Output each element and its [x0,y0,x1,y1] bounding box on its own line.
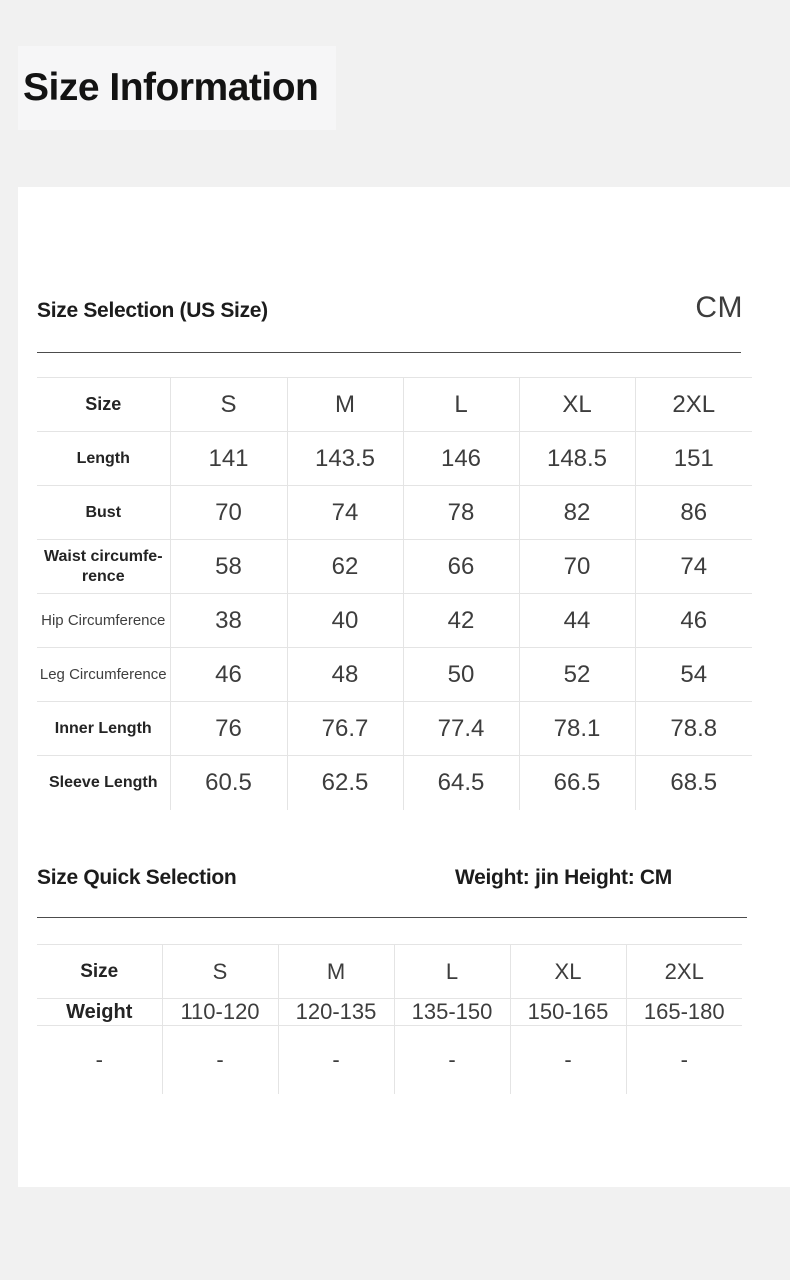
table-row [37,648,752,702]
size-selection-table [37,377,752,810]
column-header: S [170,378,287,432]
row-label: - [37,1026,162,1094]
page-title: Size Information [23,66,319,109]
size-table [37,944,742,1094]
cell-value: 150-165 [510,999,626,1026]
header-label: Size [37,945,162,999]
cell-value: - [626,1026,742,1094]
cell-value: 58 [170,540,287,594]
cell-value: 82 [519,486,635,540]
column-header: L [403,378,519,432]
table-header-row [37,945,742,999]
row-label: Length [37,432,170,486]
size-info-card [18,187,790,1187]
cell-value: 70 [170,486,287,540]
cell-value: 74 [287,486,403,540]
cell-value: 77.4 [403,702,519,756]
column-header: M [287,378,403,432]
table-row [37,486,752,540]
cell-value: 54 [635,648,752,702]
section2-heading: Size Quick Selection [37,866,237,889]
cell-value: 120-135 [278,999,394,1026]
column-header: XL [510,945,626,999]
cell-value: 68.5 [635,756,752,810]
section2-divider [37,917,747,918]
cell-value: 76 [170,702,287,756]
cell-value: 146 [403,432,519,486]
table-header-row [37,378,752,432]
column-header: L [394,945,510,999]
row-label: Sleeve Length [37,756,170,810]
section1-divider [37,352,741,353]
row-label: Leg Circumference [37,648,170,702]
cell-value: 66 [403,540,519,594]
cell-value: - [510,1026,626,1094]
cell-value: - [278,1026,394,1094]
cell-value: 148.5 [519,432,635,486]
cell-value: 76.7 [287,702,403,756]
cell-value: 110-120 [162,999,278,1026]
size-table [37,377,752,810]
cell-value: 78.1 [519,702,635,756]
cell-value: 151 [635,432,752,486]
row-label: Waist circumfe-rence [37,540,170,594]
column-header: XL [519,378,635,432]
table-row [37,1026,742,1094]
cell-value: 38 [170,594,287,648]
column-header: S [162,945,278,999]
cell-value: 64.5 [403,756,519,810]
cell-value: 135-150 [394,999,510,1026]
cell-value: 165-180 [626,999,742,1026]
cell-value: 66.5 [519,756,635,810]
cell-value: 46 [170,648,287,702]
cell-value: 60.5 [170,756,287,810]
cell-value: 141 [170,432,287,486]
row-label: Weight [37,999,162,1026]
cell-value: 78 [403,486,519,540]
section1-unit-label: CM [695,291,743,324]
cell-value: 70 [519,540,635,594]
table-row [37,594,752,648]
section1-heading: Size Selection (US Size) [37,299,268,322]
cell-value: 48 [287,648,403,702]
table-row [37,432,752,486]
column-header: M [278,945,394,999]
table-row [37,999,742,1026]
header-label: Size [37,378,170,432]
cell-value: 50 [403,648,519,702]
row-label: Inner Length [37,702,170,756]
section2-unit-label: Weight: jin Height: CM [455,866,672,889]
cell-value: 78.8 [635,702,752,756]
cell-value: - [162,1026,278,1094]
table-row [37,702,752,756]
row-label: Hip Circumference [37,594,170,648]
column-header: 2XL [626,945,742,999]
table-row [37,756,752,810]
cell-value: 143.5 [287,432,403,486]
cell-value: 52 [519,648,635,702]
table-row [37,540,752,594]
column-header: 2XL [635,378,752,432]
cell-value: - [394,1026,510,1094]
cell-value: 40 [287,594,403,648]
cell-value: 86 [635,486,752,540]
cell-value: 44 [519,594,635,648]
cell-value: 42 [403,594,519,648]
size-quick-selection-table [37,944,742,1094]
cell-value: 74 [635,540,752,594]
row-label: Bust [37,486,170,540]
cell-value: 46 [635,594,752,648]
cell-value: 62.5 [287,756,403,810]
cell-value: 62 [287,540,403,594]
